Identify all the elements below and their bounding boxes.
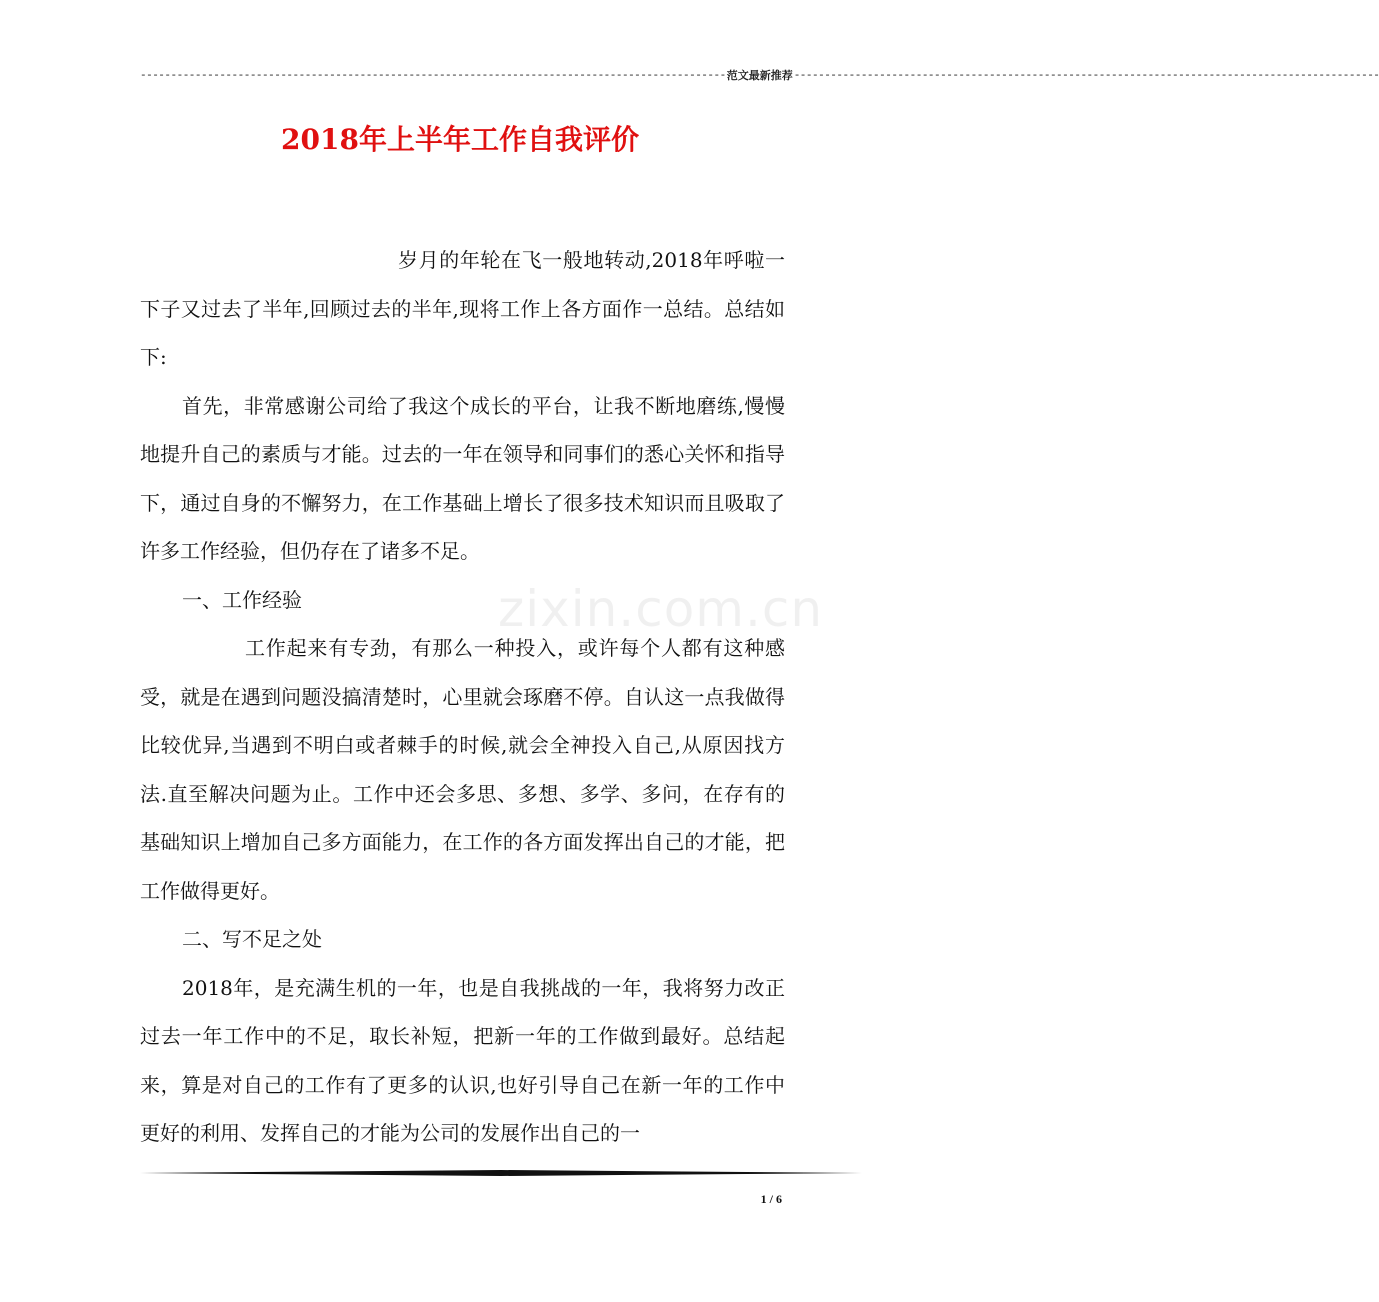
header-dashes-right: ------------------------------------------------------------------------------------------------ — [793, 70, 1379, 82]
watermark: zixin.com.cn — [498, 580, 824, 638]
page-number: 1 / 6 — [760, 1192, 782, 1206]
header-label: 范文最新推荐 — [726, 69, 793, 82]
section-heading-shortcomings: 二、写不足之处 — [182, 927, 322, 951]
header-dashes-left: ------------------------------------------------------------------------------------------------ — [140, 70, 726, 82]
paragraph-experience: 工作起来有专劲，有那么一种投入，或许每个人都有这种感受，就是在遇到问题没搞清楚时，心里就会琢磨不停。自认这一点我做得比较优异,当遇到不明白或者棘手的时候,就会全神投入自己,从原因找方法.直至解决问题为止。工作中还会多思、多想、多学、多问，在存有的基础知识上增加自己多方面能力，在工作的各方面发挥出自己的才能，把工作做得更好。 — [140, 636, 785, 903]
section-heading-experience: 一、工作经验 — [182, 587, 302, 612]
document-body — [140, 236, 785, 1158]
paragraph-shortcomings: 2018年，是充满生机的一年，也是自我挑战的一年，我将努力改正过去一年工作中的不足，取长补短，把新一年的工作做到最好。总结起来，算是对自己的工作有了更多的认识,也好引导自己在新一年的工作中更好的利用、发挥自己的才能为公司的发展作出自己的一 — [140, 975, 785, 1145]
paragraph-thanks: 首先，非常感谢公司给了我这个成长的平台，让我不断地磨练,慢慢地提升自己的素质与才能。过去的一年在领导和同事们的悉心关怀和指导下，通过自身的不懈努力，在工作基础上增长了很多技术知识而且吸取了许多工作经验，但仍存在了诸多不足。 — [140, 393, 785, 563]
footer-rule — [140, 1170, 862, 1176]
document-title: 2018年上半年工作自我评价 — [281, 123, 639, 156]
header-banner — [140, 66, 1379, 86]
paragraph-intro: 岁月的年轮在飞一般地转动,2018年呼啦一下子又过去了半年,回顾过去的半年,现将工作上各方面作一总结。总结如下: — [140, 248, 785, 369]
